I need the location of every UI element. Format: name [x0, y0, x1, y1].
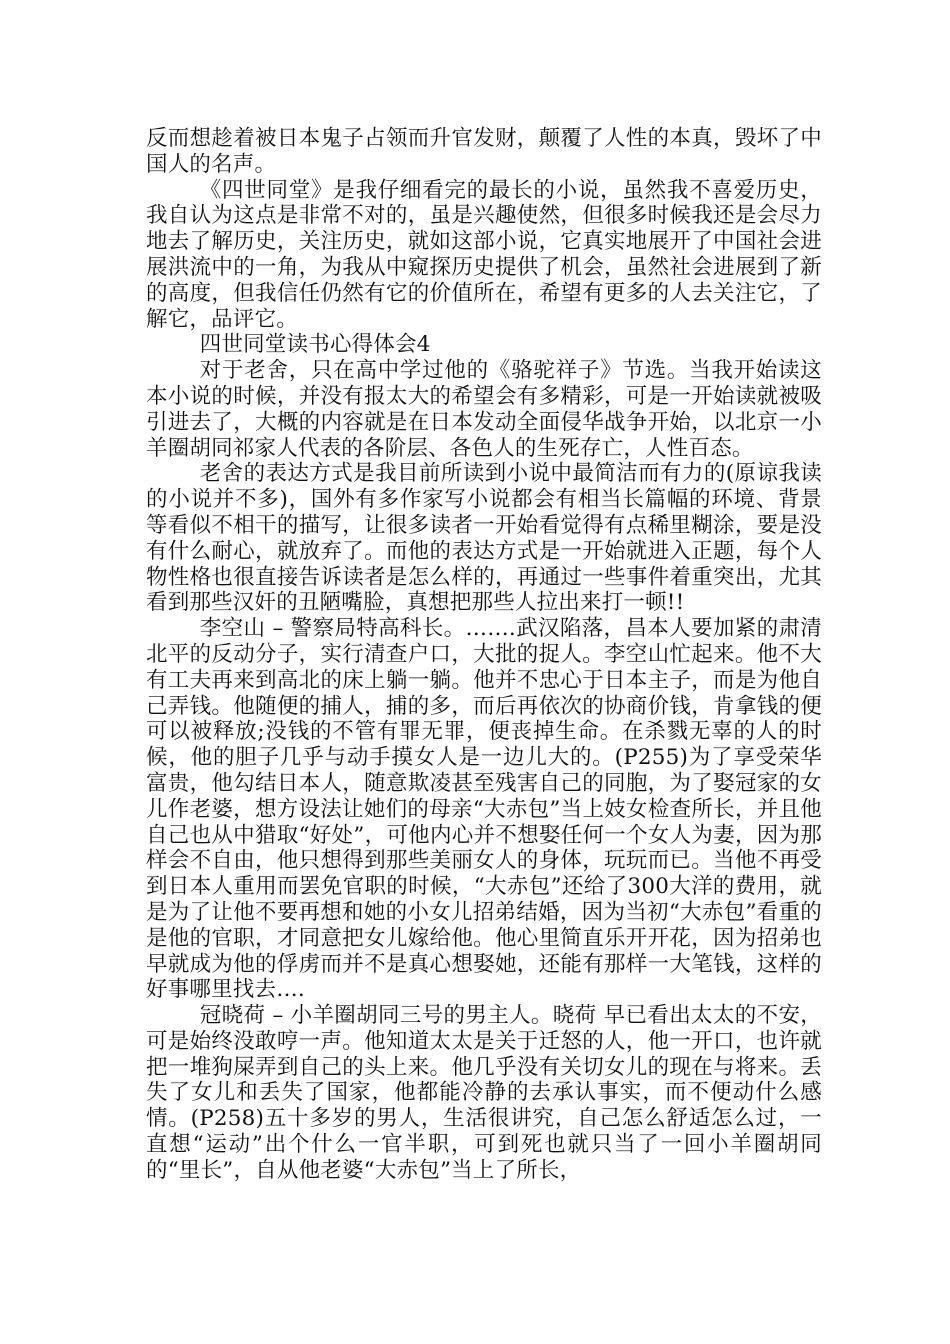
paragraph-about-laoshe: 对于老舍，只在高中学过他的《骆驼祥子》节选。当我开始读这本小说的时候，并没有报太大的希望会有多精彩，可是一开始读就被吸引进去了，大概的内容就是在日本发动全面侵华战争开始，以北京一小羊圈胡同祁家人代表的各阶层、各色人的生死存亡，人性百态。 — [146, 358, 822, 461]
paragraph-expression-style: 老舍的表达方式是我目前所读到小说中最简洁而有力的(原谅我读的小说并不多)，国外有多作家写小说都会有相当长篇幅的环境、背景等看似不相干的描写，让很多读者一开始看觉得有点稀里糊涂，要是没有什么耐心，就放弃了。而他的表达方式是一开始就进入正题，每个人物性格也很直接告诉读者是怎么样的，再通过一些事件着重突出，尤其看到那些汉奸的丑陋嘴脸，真想把那些人拉出来打一顿!! — [146, 461, 822, 616]
paragraph-li-kongshan: 李空山 – 警察局特高科长。…….武汉陷落，昌本人要加紧的肃清北平的反动分子，实行清查户口，大批的捉人。李空山忙起来。他不大有工夫再来到高北的床上躺一躺。他并不忠心于日本主子，而是为他自己弄钱。他随便的捕人，捕的多，而后再依次的协商价钱，肯拿钱的便可以被释放;没钱的不管有罪无罪，便丧掉生命。在杀戮无辜的人的时候，他的胆子几乎与动手摸女人是一边儿大的。(P255)为了享受荣华富贵，他勾结日本人，随意欺凌甚至残害自己的同胞，为了娶冠家的女儿作老婆，想方设法让她们的母亲“大赤包”当上妓女检查所长，并且他自己也从中猎取“好处”，可他内心并不想娶任何一个女人为妻，因为那样会不自由，他只想得到那些美丽女人的身体，玩玩而已。当他不再受到日本人重用而罢免官职的时候，“大赤包”还给了300大洋的费用，就是为了让他不要再想和她的小女儿招弟结婚，因为当初“大赤包”看重的是他的官职，才同意把女儿嫁给他。他心里简直乐开开花，因为招弟也早就成为他的俘虏而并不是真心想娶她，还能有那样一大笔钱，这样的好事哪里找去…. — [146, 616, 822, 1003]
paragraph-continuation: 反而想趁着被日本鬼子占领而升官发财，颠覆了人性的本真，毁坏了中国人的名声。 — [146, 126, 822, 177]
section-heading: 四世同堂读书心得体会4 — [199, 332, 431, 358]
paragraph-four-generations-review: 《四世同堂》是我仔细看完的最长的小说，虽然我不喜爱历史，我自认为这点是非常不对的，虽是兴趣使然，但很多时候我还是会尽力地去了解历史，关注历史，就如这部小说，它真实地展开了中国社会进展洪流中的一角，为我从中窥探历史提供了机会，虽然社会进展到了新的高度，但我信任仍然有它的价值所在，希望有更多的人去关注它，了解它，品评它。 — [146, 177, 822, 332]
document-body — [146, 126, 822, 1184]
paragraph-guan-xiaohe: 冠晓荷 – 小羊圈胡同三号的男主人。晓荷 早已看出太太的不安，可是始终没敢哼一声。他知道太太是关于迁怒的人，他一开口，也许就把一堆狗屎弄到自己的头上来。他几乎没有关切女儿的现在与将来。丢失了女儿和丢失了国家，他都能冷静的去承认事实，而不便动什么感情。(P258)五十多岁的男人，生活很讲究，自己怎么舒适怎么过，一直想“运动”出个什么一官半职，可到死也就只当了一回小羊圈胡同的“里长”，自从他老婆“大赤包”当上了所长， — [146, 1003, 822, 1183]
